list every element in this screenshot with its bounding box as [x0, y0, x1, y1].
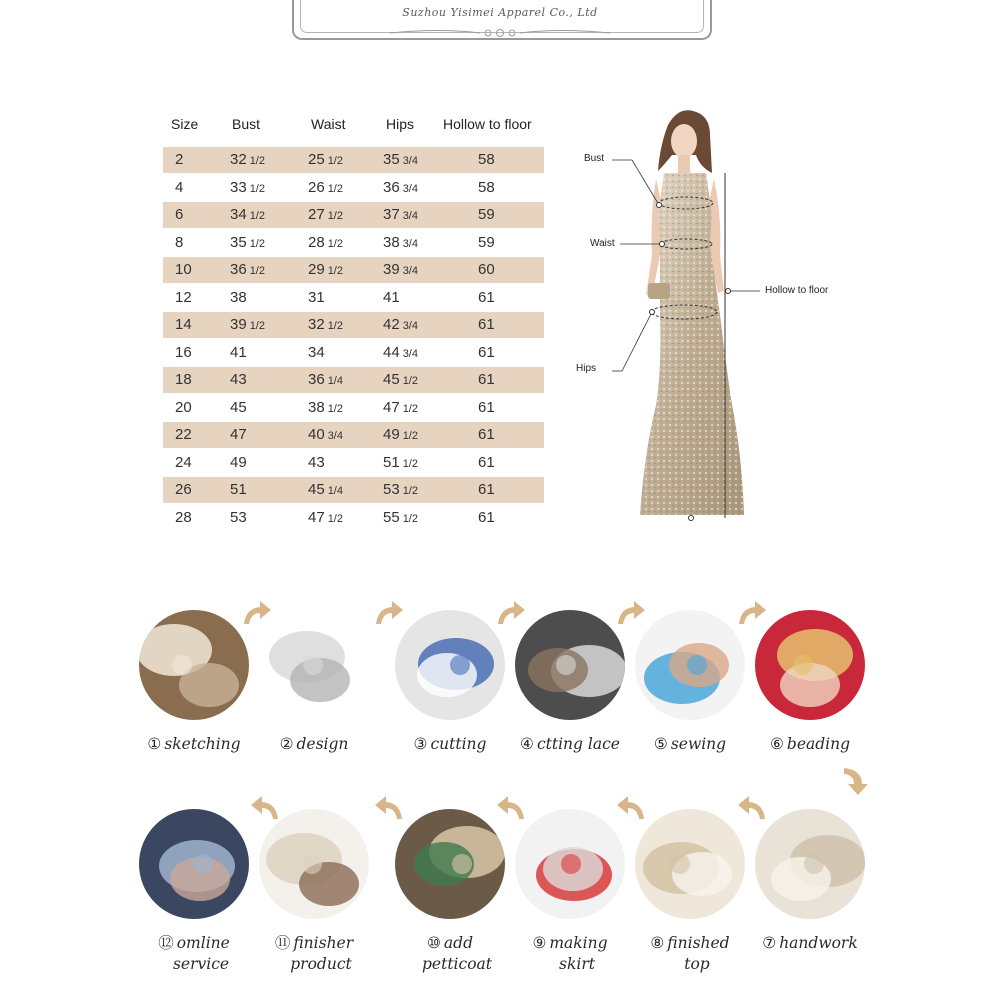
cell-hollow: 60: [478, 261, 495, 278]
cell-size: 4: [175, 178, 184, 196]
cell-bust: 33 1/2: [230, 178, 265, 196]
cell-hollow: 59: [478, 206, 495, 223]
process-photo-9: [515, 809, 625, 919]
process-label-6: ⑥ beading: [769, 735, 851, 753]
process-label-1: ① sketching: [147, 735, 241, 753]
arrow-right-icon: [614, 598, 648, 628]
cell-waist: 45 1/4: [308, 481, 343, 498]
cell-hollow: 61: [478, 453, 495, 471]
table-row: [163, 147, 544, 173]
process-photo-4: [515, 610, 625, 720]
cell-hollow: 58: [478, 151, 495, 168]
cell-size: 18: [175, 371, 192, 388]
process-label-3: ③ cutting: [413, 735, 487, 753]
cell-size: 8: [175, 233, 184, 251]
process-label-8: ⑧ finished top: [650, 934, 730, 973]
cell-hips: 36 3/4: [383, 178, 418, 196]
arrow-left-icon: [494, 793, 528, 823]
cell-hips: 49 1/2: [383, 426, 418, 443]
table-row: [163, 367, 544, 393]
header-hollow: Hollow to floor: [443, 116, 532, 132]
arrow-right-icon: [735, 598, 769, 628]
label-waist: Waist: [590, 238, 615, 249]
process-photo-6: [755, 610, 865, 720]
cell-bust: 34 1/2: [230, 206, 265, 223]
cell-waist: 43: [308, 453, 325, 471]
cell-bust: 38: [230, 288, 247, 306]
process-photo-3: [395, 610, 505, 720]
table-row: [163, 450, 544, 476]
process-photo-8: [635, 809, 745, 919]
cell-size: 28: [175, 508, 192, 526]
process-label-9: ⑨ making skirt: [532, 934, 608, 973]
company-name: Suzhou Yisimei Apparel Co., Ltd: [402, 6, 598, 19]
table-row: [163, 285, 544, 311]
arrow-left-icon: [372, 793, 406, 823]
table-row: [163, 312, 544, 338]
process-label-11: ⑪ finisher product: [274, 934, 354, 973]
cell-waist: 29 1/2: [308, 261, 343, 278]
process-photo-11: [259, 809, 369, 919]
process-photo-12: [139, 809, 249, 919]
table-row: [163, 395, 544, 421]
process-photo-2: [259, 610, 369, 720]
cell-hollow: 61: [478, 481, 495, 498]
cell-size: 10: [175, 261, 192, 278]
table-row: [163, 257, 544, 283]
cell-hips: 45 1/2: [383, 371, 418, 388]
cell-hips: 55 1/2: [383, 508, 418, 526]
cell-hollow: 61: [478, 316, 495, 333]
process-label-7: ⑦ handwork: [762, 934, 858, 952]
cell-hips: 47 1/2: [383, 398, 418, 416]
header-size: Size: [171, 116, 199, 132]
cell-waist: 27 1/2: [308, 206, 343, 223]
process-photo-5: [635, 610, 745, 720]
cell-hips: 39 3/4: [383, 261, 418, 278]
cell-waist: 32 1/2: [308, 316, 343, 333]
cell-bust: 41: [230, 343, 247, 361]
cell-size: 20: [175, 398, 192, 416]
measurement-guide: [560, 105, 860, 535]
cell-size: 2: [175, 151, 184, 168]
cell-waist: 31: [308, 288, 325, 306]
table-row: [163, 505, 544, 531]
header-bust: Bust: [232, 116, 261, 132]
cell-size: 22: [175, 426, 192, 443]
cell-waist: 38 1/2: [308, 398, 343, 416]
label-hips: Hips: [576, 363, 597, 374]
process-label-10: ⑩ add petticoat: [422, 934, 492, 973]
arrow-left-icon: [735, 793, 769, 823]
cell-waist: 25 1/2: [308, 151, 343, 168]
cell-bust: 43: [230, 371, 247, 388]
cell-hollow: 61: [478, 398, 495, 416]
cell-hips: 53 1/2: [383, 481, 418, 498]
cell-size: 24: [175, 453, 192, 471]
arrow-down-icon: [838, 766, 872, 796]
process-label-12: ⑫ omline service: [158, 934, 230, 973]
cell-hollow: 58: [478, 178, 495, 196]
cell-bust: 47: [230, 426, 247, 443]
cell-hips: 38 3/4: [383, 233, 418, 251]
cell-bust: 45: [230, 398, 247, 416]
process-photo-10: [395, 809, 505, 919]
process-photo-7: [755, 809, 865, 919]
cell-bust: 49: [230, 453, 247, 471]
process-label-5: ⑤ sewing: [653, 735, 727, 753]
table-row: [163, 202, 544, 228]
cell-hollow: 59: [478, 233, 495, 251]
process-label-2: ② design: [279, 735, 349, 753]
arrow-left-icon: [614, 793, 648, 823]
cell-bust: 51: [230, 481, 247, 498]
cell-size: 26: [175, 481, 192, 498]
table-row: [163, 175, 544, 201]
arrow-right-icon: [240, 598, 274, 628]
label-hollow: Hollow to floor: [765, 285, 829, 296]
label-bust: Bust: [584, 153, 605, 164]
cell-waist: 26 1/2: [308, 178, 343, 196]
cell-size: 6: [175, 206, 184, 223]
cell-hips: 44 3/4: [383, 343, 418, 361]
cell-waist: 34: [308, 343, 325, 361]
table-row: [163, 477, 544, 503]
cell-hips: 41: [383, 288, 400, 306]
arrow-right-icon: [494, 598, 528, 628]
table-row: [163, 340, 544, 366]
cell-waist: 40 3/4: [308, 426, 343, 443]
cell-waist: 36 1/4: [308, 371, 343, 388]
cell-hips: 37 3/4: [383, 206, 418, 223]
table-row: [163, 230, 544, 256]
cell-bust: 53: [230, 508, 247, 526]
cell-hollow: 61: [478, 343, 495, 361]
cell-hollow: 61: [478, 371, 495, 388]
cell-bust: 36 1/2: [230, 261, 265, 278]
cell-bust: 39 1/2: [230, 316, 265, 333]
cell-hollow: 61: [478, 426, 495, 443]
table-row: [163, 422, 544, 448]
cell-hollow: 61: [478, 508, 495, 526]
dress-figure: [560, 105, 860, 535]
process-label-4: ④ ctting lace: [520, 735, 620, 753]
cell-hips: 35 3/4: [383, 151, 418, 168]
cell-hollow: 61: [478, 288, 495, 306]
cell-size: 16: [175, 343, 192, 361]
cell-size: 12: [175, 288, 192, 306]
arrow-right-icon: [372, 598, 406, 628]
banner-ornament: [380, 24, 620, 42]
arrow-left-icon: [248, 793, 282, 823]
cell-bust: 32 1/2: [230, 151, 265, 168]
process-photo-1: [139, 610, 249, 720]
cell-bust: 35 1/2: [230, 233, 265, 251]
cell-hips: 51 1/2: [383, 453, 418, 471]
cell-waist: 28 1/2: [308, 233, 343, 251]
cell-size: 14: [175, 316, 192, 333]
header-waist: Waist: [311, 116, 346, 132]
cell-hips: 42 3/4: [383, 316, 418, 333]
cell-waist: 47 1/2: [308, 508, 343, 526]
header-hips: Hips: [386, 116, 415, 132]
